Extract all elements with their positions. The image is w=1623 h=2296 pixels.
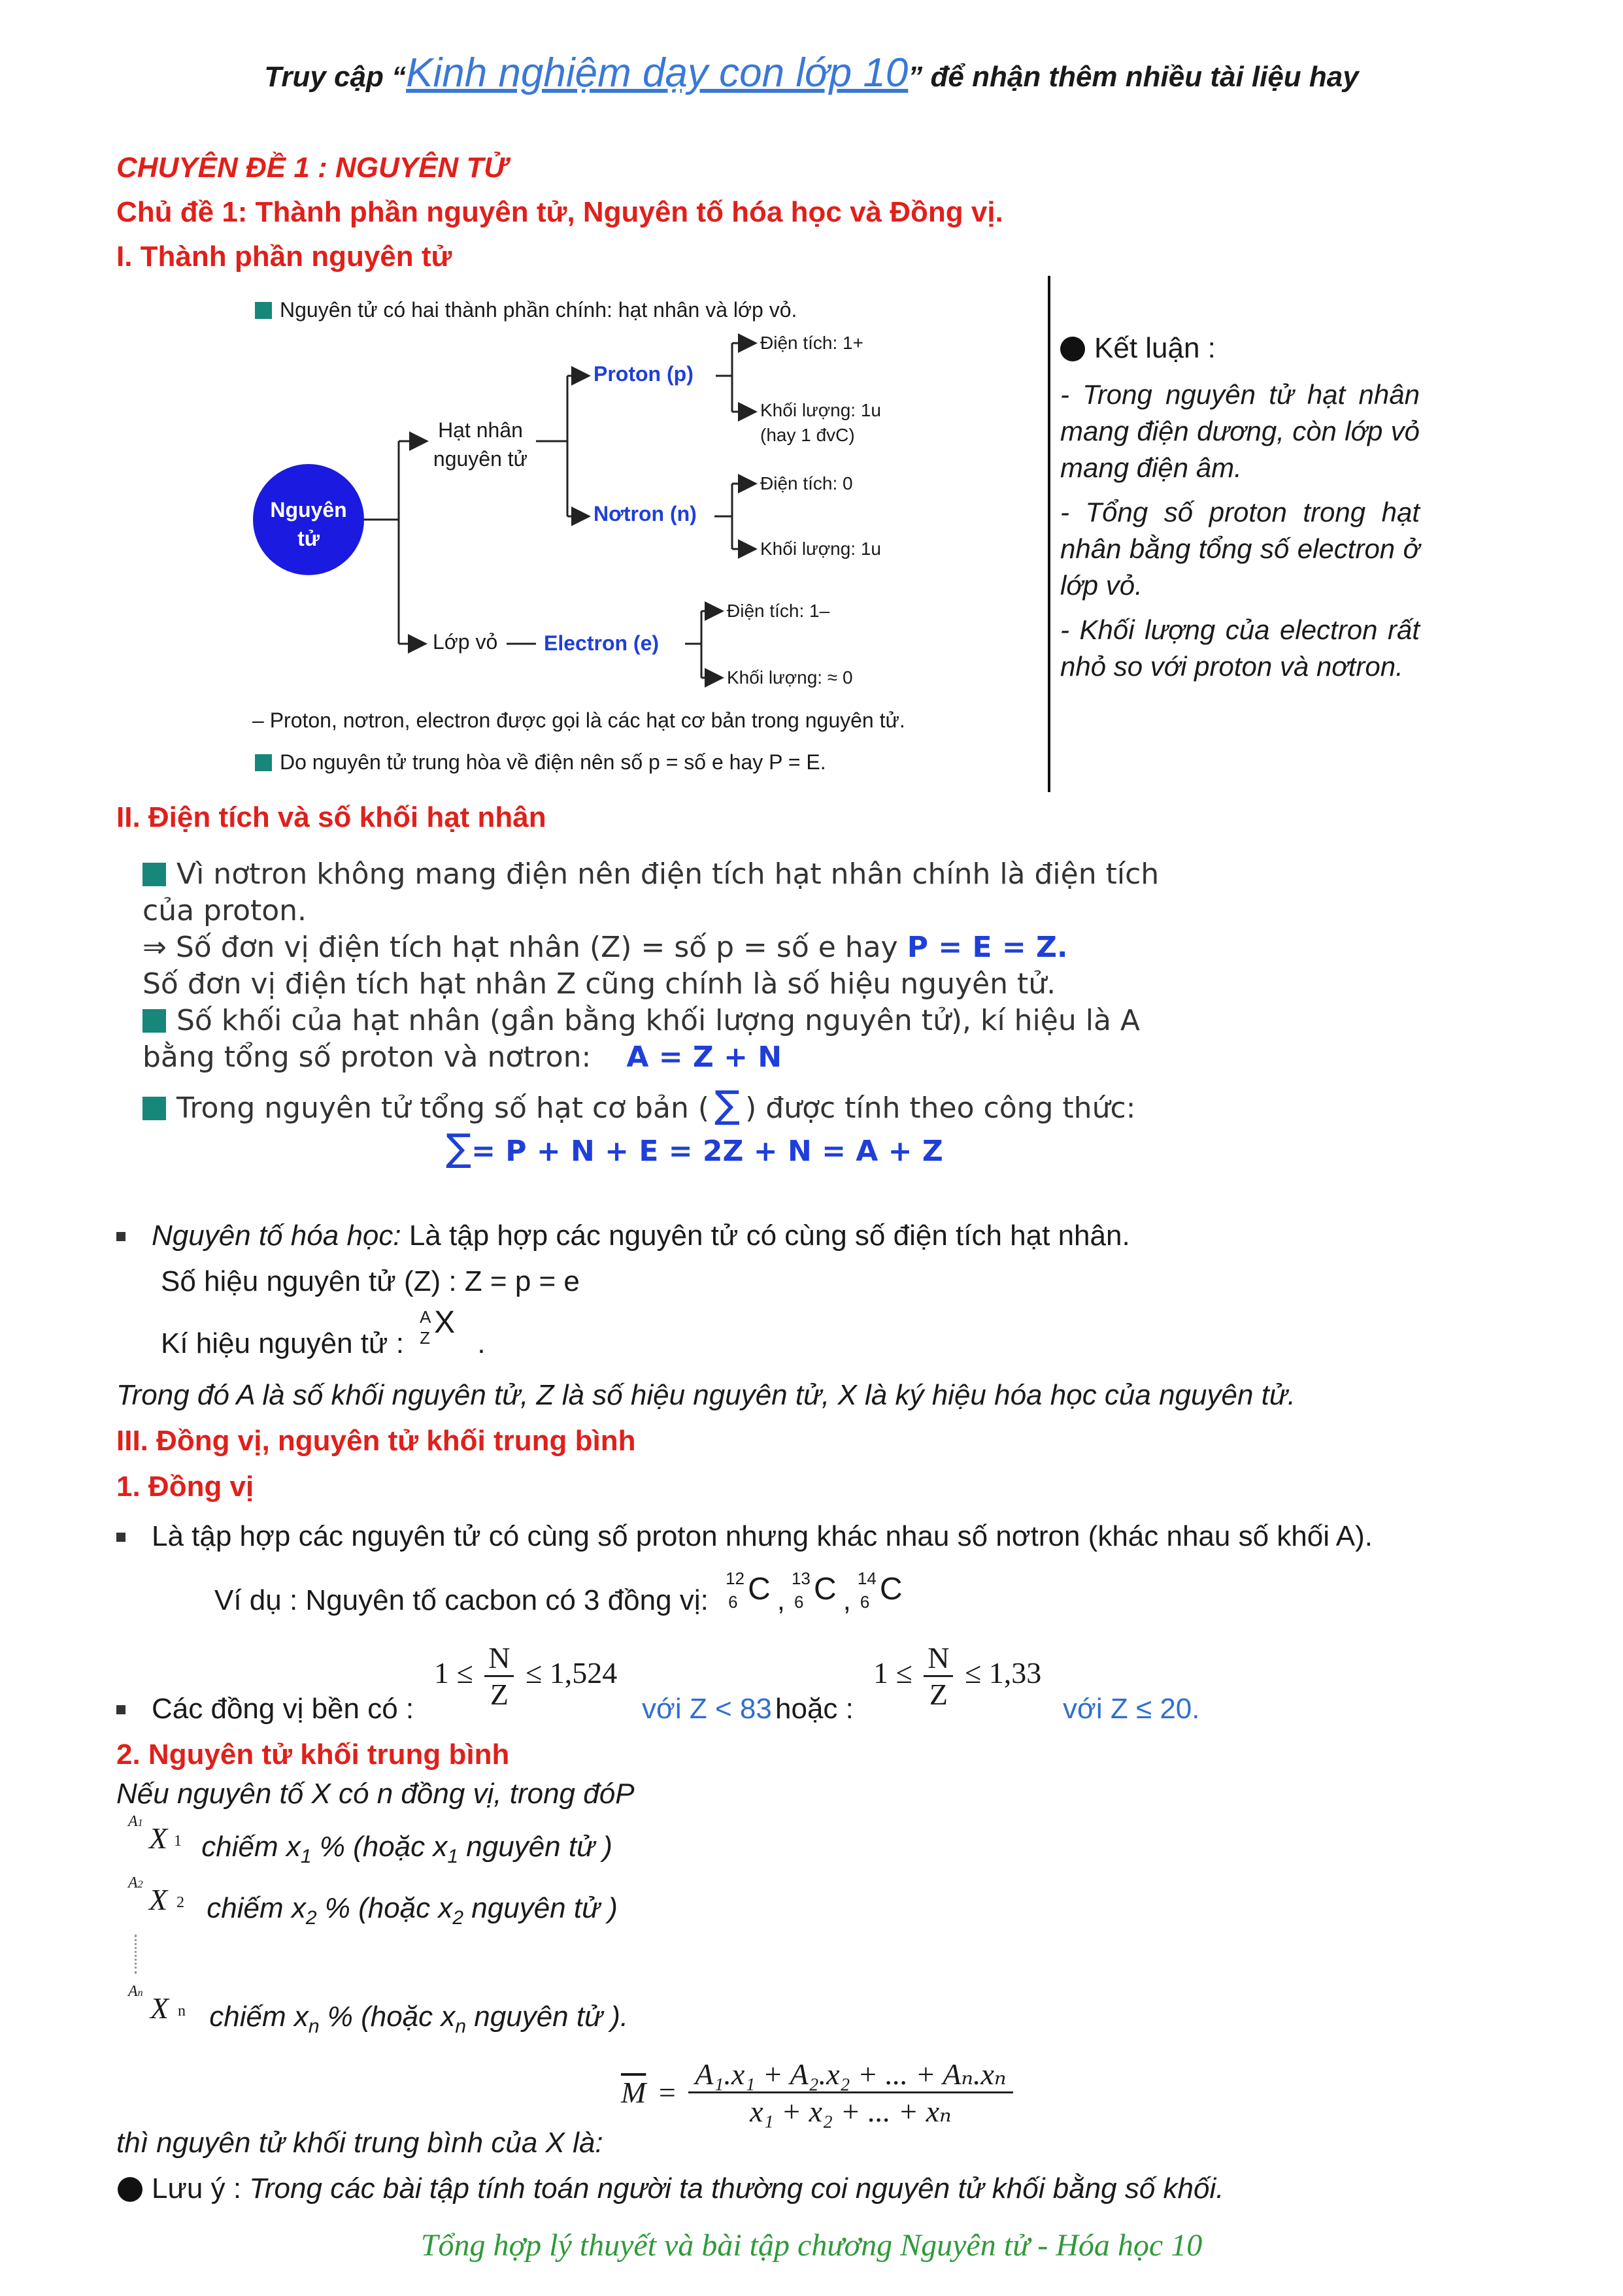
shell-label: Lớp vỏ [433, 630, 498, 654]
conclusion-p2: - Tổng số proton trong hạt nhân bằng tổng số electron ở lớp vỏ. [1060, 497, 1420, 601]
isotope-subheading: 1. Đồng vị [116, 1471, 254, 1503]
diagram-note-1: – Proton, nơtron, electron được gọi là các hạt cơ bản trong nguyên tử. [252, 708, 905, 732]
diagram-intro: Nguyên tử có hai thành phần chính: hạt nhân và lớp vỏ. [255, 298, 797, 322]
s2-line6: bằng tổng số proton và nơtron: A = Z + N [142, 1040, 782, 1074]
isotope-item-2: A2 X 2 chiếm $x_2$ % (hoặc $x_2$ nguyên tử ) [128, 1874, 618, 1929]
neutron-mass: Khối lượng: 1u [760, 539, 881, 559]
proton-mass-alt: (hay 1 đvC) [760, 425, 855, 445]
s2-line5: Số khối của hạt nhân (gần bằng khối lượng nguyên tử), kí hiệu là A [142, 1003, 1293, 1039]
atom-symbol-line: Kí hiệu nguyên tử : A Z X . [161, 1305, 486, 1359]
square-bullet-icon [142, 1097, 166, 1120]
stable-isotope-line: Các đồng vị bền có : [116, 1693, 414, 1725]
section1-heading: I. Thành phần nguyên tử [116, 241, 452, 273]
proton-charge: Điện tích: 1+ [760, 333, 863, 353]
sigma-symbol: ∑ [714, 1082, 741, 1127]
carbon-13-isotope: 13 6 C [791, 1569, 837, 1612]
column-divider [1048, 276, 1050, 792]
s2-line7: Trong nguyên tử tổng số hạt cơ bản ( ∑ ) được tính theo công thức: [142, 1086, 1293, 1127]
isotope-item-n: An X n chiếm $x_n$ % (hoặc $x_n$ nguyên tử ). [128, 1983, 629, 2037]
electron-mass: Khối lượng: ≈ 0 [727, 667, 853, 688]
page-footer: Tổng hợp lý thuyết và bài tập chương Nguyên tử - Hóa học 10 [420, 2228, 1203, 2263]
ellipsis-dots [135, 1935, 139, 1974]
square-bullet-icon [255, 754, 272, 771]
square-bullet-icon [142, 863, 166, 886]
chuyen-de-title: CHUYÊN ĐỀ 1 : NGUYÊN TỬ [116, 152, 507, 184]
header-link[interactable]: Kinh nghiệm dạy con lớp 10 [406, 50, 909, 95]
dot-bullet-icon [116, 1533, 125, 1542]
bullet-icon [118, 2177, 142, 2202]
note-line: Lưu ý : Trong các bài tập tính toán người ta thường coi nguyên tử khối bằng số khối. [118, 2172, 1224, 2205]
average-mass-intro: Nếu nguyên tố X có n đồng vị, trong đóP [116, 1778, 635, 1810]
condition-1: với Z < 83 [642, 1693, 772, 1725]
square-bullet-icon [142, 1009, 166, 1033]
neutron-charge: Điện tích: 0 [760, 473, 853, 493]
inequality-2: 1 ≤ $\frac{N}{Z}$ ≤ 1,33 [873, 1641, 1042, 1711]
electron-label: Electron (e) [544, 631, 660, 655]
or-label: hoặc : [775, 1693, 854, 1725]
neutron-label: Nơtron (n) [594, 502, 697, 525]
atom-symbol: A Z X [420, 1305, 456, 1348]
square-bullet-icon [255, 302, 272, 319]
isotope-definition: Là tập hợp các nguyên tử có cùng số proton nhưng khác nhau số nơtron (khác nhau số khối A). [116, 1520, 1373, 1553]
average-mass-subheading: 2. Nguyên tử khối trung bình [116, 1739, 510, 1771]
conclusion-title: Kết luận : [1060, 332, 1420, 365]
header-prefix: Truy cập “ [264, 61, 407, 93]
dot-bullet-icon [116, 1705, 125, 1714]
page-header [0, 50, 1623, 96]
carbon-12-isotope: 12 6 C [726, 1569, 771, 1612]
condition-2: với Z ≤ 20. [1063, 1693, 1200, 1725]
conclusion-box [1060, 332, 1420, 685]
conclusion-p1: - Trong nguyên tử hạt nhân mang điện dương, còn lớp vỏ mang điện âm. [1060, 379, 1420, 483]
isotope-item-1: A1 X 1 chiếm $x_1$ % (hoặc $x_1$ nguyên tử ) [128, 1813, 612, 1867]
s2-line3: ⇒ Số đơn vị điện tích hạt nhân (Z) = số p = số e hay P = E = Z. [142, 931, 1068, 964]
chu-de-title: Chủ đề 1: Thành phần nguyên tử, Nguyên tố hóa học và Đồng vị. [116, 196, 1003, 228]
nucleus-label: Hạt nhân nguyên tử [433, 418, 528, 471]
conclusion-p3: - Khối lượng của electron rất nhỏ so với proton và nơtron. [1060, 614, 1420, 682]
charge-mass-box [142, 856, 1293, 1170]
dot-bullet-icon [116, 1232, 125, 1241]
atom-label: Nguyên tử [270, 498, 347, 550]
carbon-14-isotope: 14 6 C [857, 1569, 903, 1612]
proton-label: Proton (p) [594, 362, 694, 386]
s2-line4: Số đơn vị điện tích hạt nhân Z cũng chính là số hiệu nguyên tử. [142, 967, 1056, 1001]
average-mass-formula: $\overline{M}$ = $\frac{\text{A₁.x₁ + A₂.x₂ + ... + Aₙ.xₙ}}{\text{x₁ + x₂ + ... + xₙ}}$ [621, 2056, 1013, 2129]
header-suffix: ” để nhận thêm nhiều tài liệu hay [908, 61, 1359, 93]
electron-charge: Điện tích: 1– [727, 601, 830, 621]
atomic-number-line: Số hiệu nguyên tử (Z) : Z = p = e [161, 1265, 580, 1297]
element-definition: Nguyên tố hóa học: Là tập hợp các nguyên tử có cùng số điện tích hạt nhân. [116, 1220, 1130, 1252]
section2-heading: II. Điện tích và số khối hạt nhân [116, 801, 546, 833]
isotope-example: Ví dụ : Nguyên tố cacbon có 3 đồng vị: 12 6 C , 13 6 C , 14 6 C [214, 1569, 903, 1616]
s2-line1: Vì nơtron không mang điện nên điện tích hạt nhân chính là điện tích [142, 856, 1293, 893]
s2-line8: ∑= P + N + E = 2Z + N = A + Z [446, 1125, 943, 1170]
diagram-note-2: Do nguyên tử trung hòa về điện nên số p = số e hay P = E. [255, 750, 826, 774]
bullet-icon [1060, 337, 1085, 361]
average-mass-text: thì nguyên tử khối trung bình của X là: [116, 2127, 603, 2159]
s2-line2: của proton. [142, 894, 307, 927]
sigma-symbol: ∑ [446, 1125, 472, 1170]
section3-heading: III. Đồng vị, nguyên tử khối trung bình [116, 1425, 636, 1457]
inequality-1: 1 ≤ $\frac{N}{Z}$ ≤ 1,524 [434, 1641, 618, 1711]
symbol-explanation: Trong đó A là số khối nguyên tử, Z là số hiệu nguyên tử, X là ký hiệu hóa học của nguyên tử. [116, 1379, 1296, 1411]
proton-mass: Khối lượng: 1u [760, 400, 881, 420]
atom-structure-diagram [248, 288, 1033, 784]
